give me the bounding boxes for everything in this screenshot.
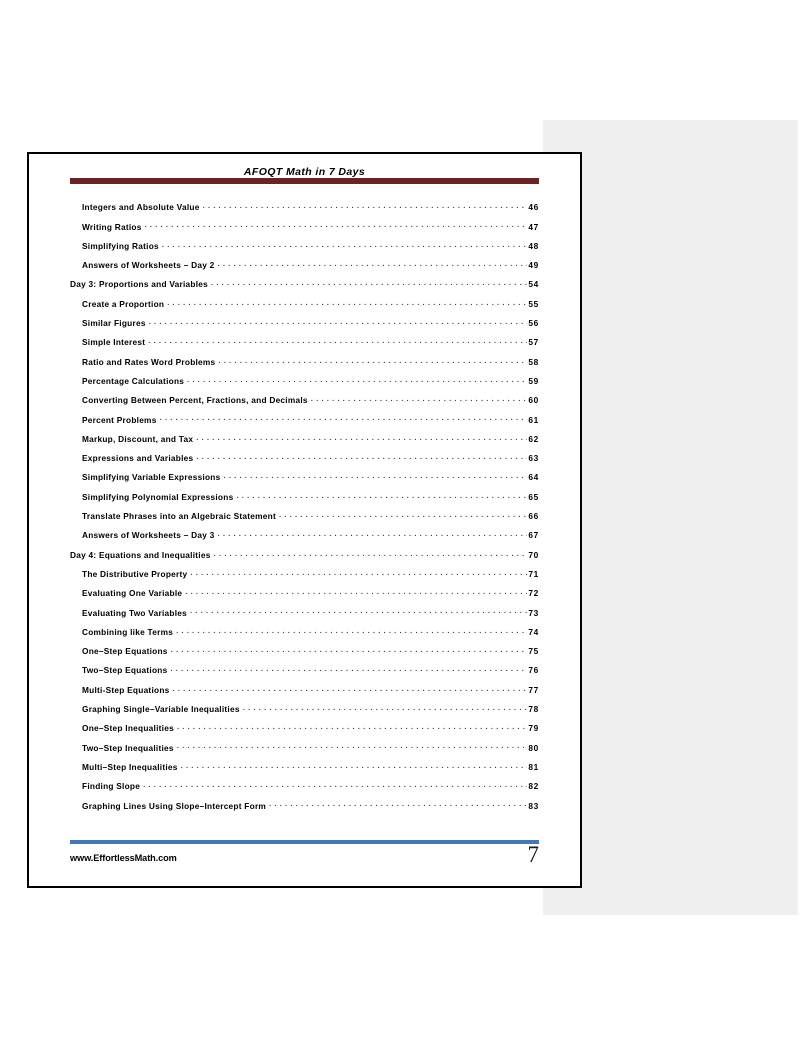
toc-dot-leader (171, 646, 528, 654)
toc-entry-title: Two–Step Inequalities (82, 742, 174, 753)
toc-dot-leader (149, 318, 528, 326)
toc-entry-title: Simplifying Variable Expressions (82, 472, 221, 483)
toc-dot-leader (311, 395, 528, 403)
toc-dot-leader (218, 260, 528, 268)
toc-entry-title: Day 3: Proportions and Variables (70, 279, 209, 290)
toc-entry[interactable] (70, 453, 539, 472)
toc-entry-page-number: 81 (528, 761, 539, 772)
toc-dot-leader (143, 781, 527, 789)
toc-entry-page-number: 63 (528, 453, 539, 464)
toc-entry[interactable] (70, 491, 539, 510)
toc-entry[interactable] (70, 781, 539, 800)
toc-entry-title: Create a Proportion (82, 298, 165, 309)
toc-entry-page-number: 74 (528, 626, 539, 637)
toc-entry[interactable] (70, 549, 539, 568)
toc-dot-leader (181, 762, 528, 770)
toc-dot-leader (148, 337, 527, 345)
toc-entry[interactable] (70, 684, 539, 703)
toc-entry-page-number: 64 (528, 472, 539, 483)
toc-entry-page-number: 55 (528, 298, 539, 309)
toc-entry-page-number: 77 (528, 684, 539, 695)
header-rule (70, 178, 539, 184)
toc-entry-page-number: 49 (528, 260, 539, 271)
toc-entry-page-number: 75 (528, 646, 539, 657)
toc-entry-page-number: 82 (528, 781, 539, 792)
toc-entry-title: Multi-Step Equations (82, 684, 170, 695)
toc-entry[interactable] (70, 279, 539, 298)
toc-entry-title: The Distributive Property (82, 568, 188, 579)
toc-entry[interactable] (70, 742, 539, 761)
toc-dot-leader (167, 298, 527, 306)
toc-dot-leader (236, 491, 527, 499)
toc-entry-title: Two–Step Equations (82, 665, 168, 676)
toc-entry[interactable] (70, 665, 539, 684)
toc-entry-title: Combining like Terms (82, 626, 174, 637)
toc-dot-leader (162, 241, 527, 249)
toc-entry[interactable] (70, 762, 539, 781)
document-page (27, 152, 582, 888)
toc-entry[interactable] (70, 221, 539, 240)
toc-dot-leader (187, 376, 527, 384)
toc-entry-page-number: 65 (528, 491, 539, 502)
toc-dot-leader (279, 511, 527, 519)
toc-entry[interactable] (70, 260, 539, 279)
toc-entry[interactable] (70, 646, 539, 665)
toc-dot-leader (185, 588, 527, 596)
toc-entry-page-number: 61 (528, 414, 539, 425)
toc-entry-page-number: 46 (528, 202, 539, 213)
toc-entry[interactable] (70, 800, 539, 819)
toc-entry-title: Graphing Lines Using Slope–Intercept Form (82, 800, 267, 811)
toc-dot-leader (145, 221, 528, 229)
toc-entry[interactable] (70, 395, 539, 414)
toc-entry-title: Percentage Calculations (82, 375, 185, 386)
toc-entry-title: Evaluating Two Variables (82, 607, 187, 618)
toc-entry-title: Percent Problems (82, 414, 157, 425)
toc-entry-title: Converting Between Percent, Fractions, and Decimals (82, 395, 308, 406)
footer-rule (70, 840, 539, 844)
toc-dot-leader (269, 800, 527, 808)
toc-entry-title: Simplifying Polynomial Expressions (82, 491, 234, 502)
toc-entry-page-number: 72 (528, 588, 539, 599)
toc-entry-page-number: 79 (528, 723, 539, 734)
toc-entry-page-number: 47 (528, 221, 539, 232)
toc-entry-page-number: 67 (528, 530, 539, 541)
toc-entry[interactable] (70, 434, 539, 453)
toc-dot-leader (173, 684, 528, 692)
toc-dot-leader (177, 742, 528, 750)
toc-entry-title: Integers and Absolute Value (82, 202, 200, 213)
toc-dot-leader (190, 607, 527, 615)
toc-entry-page-number: 66 (528, 511, 539, 522)
toc-entry-page-number: 60 (528, 395, 539, 406)
page-number: 7 (527, 842, 539, 867)
toc-entry-page-number: 48 (528, 240, 539, 251)
toc-entry-title: Simple Interest (82, 337, 146, 348)
toc-entry[interactable] (70, 511, 539, 530)
toc-entry[interactable] (70, 298, 539, 317)
toc-entry[interactable] (70, 356, 539, 375)
toc-entry[interactable] (70, 530, 539, 549)
toc-entry[interactable] (70, 588, 539, 607)
toc-entry-title: Finding Slope (82, 781, 141, 792)
footer-website-url[interactable]: www.EffortlessMath.com (70, 853, 177, 863)
toc-entry-title: Evaluating One Variable (82, 588, 183, 599)
toc-entry[interactable] (70, 414, 539, 433)
toc-dot-leader (243, 704, 528, 712)
toc-dot-leader (196, 453, 527, 461)
toc-entry-page-number: 70 (528, 549, 539, 560)
toc-entry[interactable] (70, 607, 539, 626)
toc-entry-title: Answers of Worksheets – Day 2 (82, 260, 215, 271)
running-head-title: AFOQT Math in 7 Days (243, 166, 366, 178)
toc-entry-title: Writing Ratios (82, 221, 142, 232)
toc-entry-page-number: 58 (528, 356, 539, 367)
toc-entry-title: Multi–Step Inequalities (82, 761, 178, 772)
toc-entry-page-number: 56 (528, 318, 539, 329)
toc-entry-title: Day 4: Equations and Inequalities (70, 549, 211, 560)
toc-dot-leader (176, 627, 527, 635)
toc-entry-title: Expressions and Variables (82, 453, 194, 464)
toc-entry-page-number: 57 (528, 337, 539, 348)
toc-dot-leader (211, 279, 527, 287)
toc-dot-leader (218, 356, 527, 364)
toc-entry-page-number: 83 (528, 800, 539, 811)
toc-entry-title: One–Step Equations (82, 646, 168, 657)
toc-entry[interactable] (70, 569, 539, 588)
toc-entry-page-number: 78 (528, 704, 539, 715)
toc-entry[interactable] (70, 337, 539, 356)
toc-dot-leader (196, 434, 527, 442)
toc-entry-page-number: 76 (528, 665, 539, 676)
toc-entry-title: Markup, Discount, and Tax (82, 433, 194, 444)
toc-dot-leader (224, 472, 528, 480)
toc-dot-leader (170, 665, 527, 673)
toc-entry[interactable] (70, 723, 539, 742)
toc-entry-title: One–Step Inequalities (82, 723, 174, 734)
toc-entry[interactable] (70, 202, 539, 221)
table-of-contents (70, 202, 539, 820)
toc-entry-title: Ratio and Rates Word Problems (82, 356, 216, 367)
toc-entry-title: Answers of Worksheets – Day 3 (82, 530, 215, 541)
page-footer (70, 842, 539, 872)
toc-entry[interactable] (70, 318, 539, 337)
toc-entry-page-number: 54 (528, 279, 539, 290)
toc-entry-page-number: 73 (528, 607, 539, 618)
toc-entry[interactable] (70, 376, 539, 395)
toc-entry-title: Graphing Single–Variable Inequalities (82, 704, 240, 715)
toc-dot-leader (214, 549, 528, 557)
toc-entry[interactable] (70, 627, 539, 646)
toc-entry-title: Translate Phrases into an Algebraic Statement (82, 511, 276, 522)
toc-entry-page-number: 80 (528, 742, 539, 753)
toc-dot-leader (203, 202, 528, 210)
toc-entry-title: Similar Figures (82, 318, 146, 329)
toc-entry-page-number: 71 (528, 568, 539, 579)
toc-dot-leader (190, 569, 527, 577)
toc-entry[interactable] (70, 704, 539, 723)
toc-dot-leader (177, 723, 527, 731)
toc-entry[interactable] (70, 472, 539, 491)
toc-entry-title: Simplifying Ratios (82, 240, 159, 251)
toc-entry-page-number: 59 (528, 375, 539, 386)
toc-dot-leader (160, 414, 528, 422)
toc-dot-leader (218, 530, 528, 538)
toc-entry[interactable] (70, 241, 539, 260)
toc-entry-page-number: 62 (528, 433, 539, 444)
